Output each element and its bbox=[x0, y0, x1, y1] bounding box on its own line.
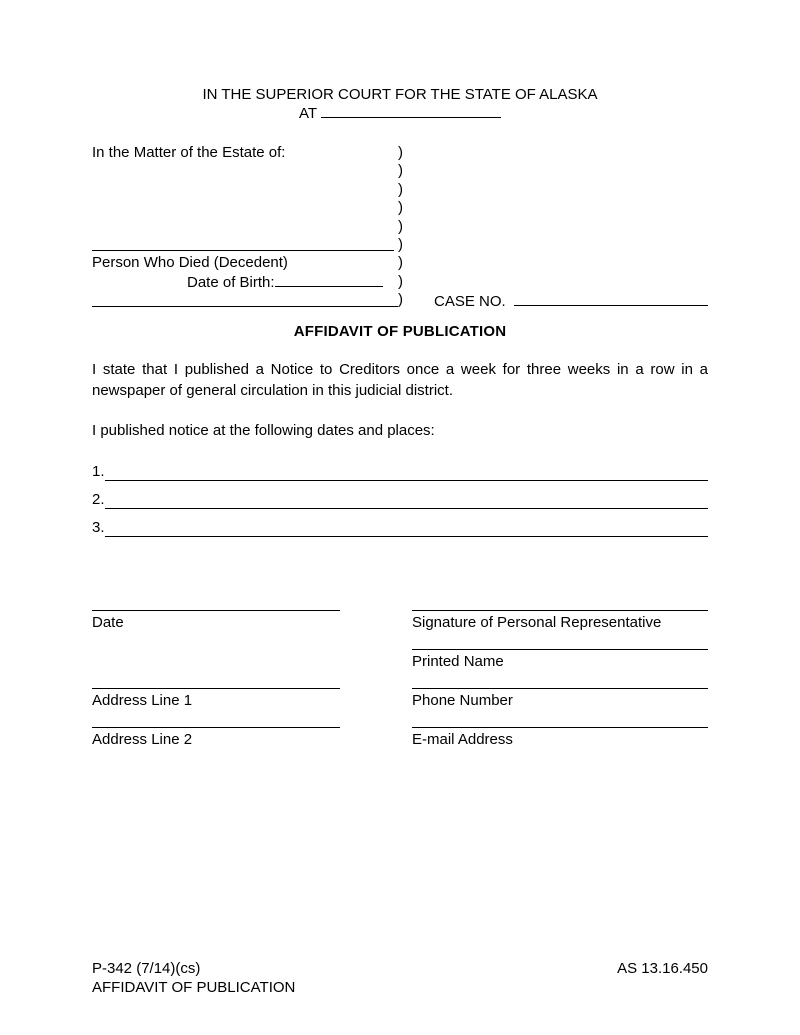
caption-name-line-row bbox=[92, 236, 708, 254]
publication-fill-line-3[interactable] bbox=[105, 521, 708, 537]
caption-paren: ) bbox=[398, 180, 403, 198]
caption-paren: ) bbox=[398, 235, 403, 253]
phone-number-fill-line[interactable] bbox=[412, 681, 708, 689]
printed-name-label: Printed Name bbox=[412, 652, 504, 670]
address-line-2-fill-line[interactable] bbox=[92, 720, 340, 728]
signature-block-spacer bbox=[92, 634, 340, 673]
caption-paren: ) bbox=[398, 254, 403, 272]
court-location-line bbox=[92, 104, 708, 124]
statement-paragraph: I state that I published a Notice to Creditors once a week for three weeks in a row in a newspaper of general circulation in this judicial district. bbox=[92, 360, 708, 399]
caption-paren: ) bbox=[398, 217, 403, 235]
signature-fill-line[interactable] bbox=[412, 603, 708, 611]
line-number-1: 1. bbox=[92, 462, 105, 480]
caption-paren: ) bbox=[398, 162, 403, 180]
footer-left bbox=[92, 959, 295, 997]
page-title: AFFIDAVIT OF PUBLICATION bbox=[293, 322, 507, 340]
caption-paren: ) bbox=[398, 199, 403, 217]
publication-line-1 bbox=[92, 453, 708, 481]
case-caption bbox=[92, 144, 708, 310]
caption-row-decedent bbox=[92, 254, 708, 272]
email-label: E-mail Address bbox=[412, 730, 513, 748]
date-fill-line[interactable] bbox=[92, 603, 340, 611]
caption-paren: ) bbox=[398, 144, 403, 161]
decedent-name-fill-line[interactable] bbox=[92, 250, 394, 251]
caption-paren: ) bbox=[398, 272, 403, 290]
publication-line-3 bbox=[92, 509, 708, 537]
caption-row-dob bbox=[92, 273, 708, 291]
form-number: P-342 (7/14)(cs) bbox=[92, 960, 201, 977]
case-no-label: CASE NO. bbox=[434, 293, 506, 311]
caption-blank-row bbox=[92, 162, 708, 180]
signature-block bbox=[92, 595, 708, 751]
publication-line-2 bbox=[92, 481, 708, 509]
dob-label: Date of Birth: bbox=[187, 273, 275, 291]
address-line-1-fill-line[interactable] bbox=[92, 681, 340, 689]
printed-name-fill-line[interactable] bbox=[412, 642, 708, 650]
court-location-fill-line[interactable] bbox=[321, 104, 501, 118]
address-line-2-field bbox=[92, 712, 340, 751]
address-line-1-field bbox=[92, 673, 340, 712]
case-no-fill-line[interactable] bbox=[514, 291, 708, 306]
date-label: Date bbox=[92, 613, 124, 631]
caption-row-case-no bbox=[92, 291, 708, 309]
address-line-2-label: Address Line 2 bbox=[92, 730, 193, 748]
publication-lines bbox=[92, 453, 708, 537]
dates-places-intro: I published notice at the following dates and places: bbox=[92, 421, 435, 439]
publication-fill-line-2[interactable] bbox=[105, 493, 708, 509]
dob-fill-line[interactable] bbox=[275, 273, 383, 287]
date-field bbox=[92, 595, 340, 634]
line-number-3: 3. bbox=[92, 518, 105, 536]
caption-blank-row bbox=[92, 199, 708, 217]
caption-paren: ) bbox=[398, 291, 403, 309]
matter-label: In the Matter of the Estate of: bbox=[92, 144, 286, 161]
caption-bottom-fill-line[interactable] bbox=[92, 306, 398, 307]
signature-field bbox=[412, 595, 708, 634]
statute-reference: AS 13.16.450 bbox=[617, 960, 708, 977]
line-number-2: 2. bbox=[92, 490, 105, 508]
footer-form-title: AFFIDAVIT OF PUBLICATION bbox=[92, 979, 296, 996]
address-line-1-label: Address Line 1 bbox=[92, 691, 193, 709]
caption-row-matter bbox=[92, 144, 708, 162]
decedent-label: Person Who Died (Decedent) bbox=[92, 254, 288, 272]
phone-number-label: Phone Number bbox=[412, 691, 513, 709]
court-header: IN THE SUPERIOR COURT FOR THE STATE OF ALASKA bbox=[202, 86, 598, 103]
email-fill-line[interactable] bbox=[412, 720, 708, 728]
page-footer bbox=[92, 959, 708, 997]
caption-blank-row bbox=[92, 181, 708, 199]
email-field bbox=[412, 712, 708, 751]
publication-fill-line-1[interactable] bbox=[105, 465, 708, 481]
printed-name-field bbox=[412, 634, 708, 673]
at-label: AT bbox=[299, 105, 317, 122]
phone-number-field bbox=[412, 673, 708, 712]
signature-label: Signature of Personal Representative bbox=[412, 613, 662, 631]
caption-blank-row bbox=[92, 218, 708, 236]
